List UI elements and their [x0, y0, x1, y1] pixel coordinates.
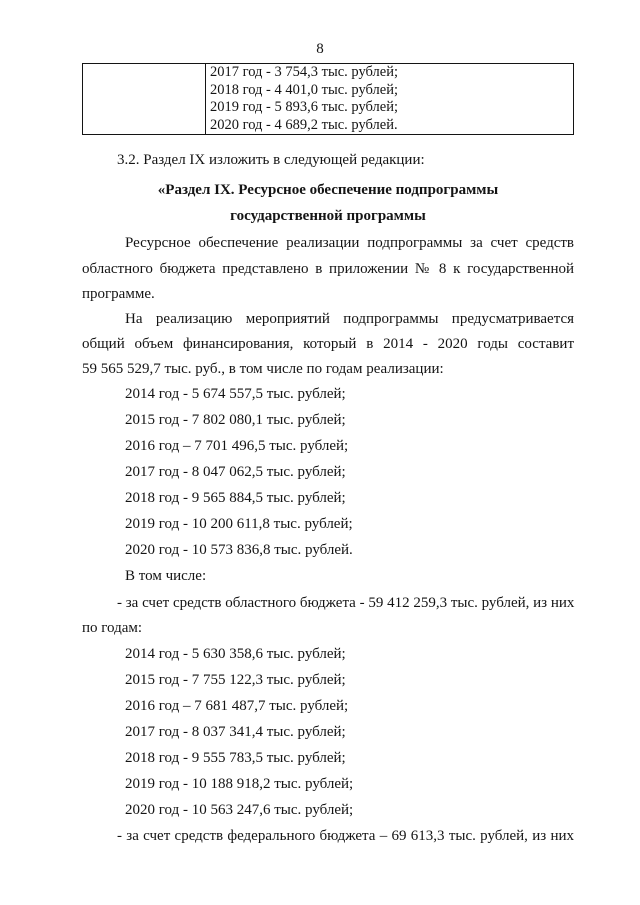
year-line: 2017 год - 8 047 062,5 тыс. рублей; — [125, 464, 346, 480]
year-line: 2020 год - 10 573 836,8 тыс. рублей. — [125, 542, 353, 558]
year-line: 2017 год - 8 037 341,4 тыс. рублей; — [125, 724, 346, 740]
year-line: 2019 год - 10 188 918,2 тыс. рублей; — [125, 776, 354, 792]
paragraph-line: - за счет средств областного бюджета - 59 412 259,3 тыс. рублей, из них — [117, 595, 575, 611]
table-cell-empty — [83, 64, 206, 135]
instruction-text: 3.2. Раздел IX изложить в следующей редакции: — [117, 152, 425, 168]
section-heading-line2: государственной программы — [230, 208, 426, 224]
paragraph-line: 59 565 529,7 тыс. руб., в том числе по годам реализации: — [82, 361, 444, 377]
year-line: 2015 год - 7 755 122,3 тыс. рублей; — [125, 672, 346, 688]
table-row — [83, 64, 574, 135]
continuation-table — [82, 63, 574, 135]
paragraph-line: по годам: — [82, 620, 143, 636]
year-line: 2018 год - 9 555 783,5 тыс. рублей; — [125, 750, 346, 766]
year-line: 2016 год – 7 701 496,5 тыс. рублей; — [125, 438, 349, 454]
paragraph-line: областного бюджета представлено в приложении № 8 к государственной — [82, 261, 574, 277]
including-label: В том числе: — [125, 568, 207, 584]
paragraph-line: На реализацию мероприятий подпрограммы предусматривается — [125, 311, 574, 327]
table-line: 2018 год - 4 401,0 тыс. рублей; — [210, 81, 398, 98]
table-line: 2017 год - 3 754,3 тыс. рублей; — [210, 64, 398, 80]
table-line: 2019 год - 5 893,6 тыс. рублей; — [210, 99, 398, 115]
page-number: 8 — [316, 41, 324, 57]
year-line: 2020 год - 10 563 247,6 тыс. рублей; — [125, 802, 354, 818]
year-line: 2014 год - 5 630 358,6 тыс. рублей; — [125, 646, 346, 662]
table-line: 2020 год - 4 689,2 тыс. рублей. — [210, 116, 398, 133]
paragraph-line: Ресурсное обеспечение реализации подпрограммы за счет средств — [125, 235, 574, 251]
year-line: 2015 год - 7 802 080,1 тыс. рублей; — [125, 412, 346, 428]
paragraph-line: общий объем финансирования, который в 2014 - 2020 годы составит — [82, 336, 574, 352]
year-line: 2019 год - 10 200 611,8 тыс. рублей; — [125, 516, 353, 532]
table-cell-values — [206, 64, 574, 135]
year-line: 2016 год – 7 681 487,7 тыс. рублей; — [125, 698, 349, 714]
year-line: 2018 год - 9 565 884,5 тыс. рублей; — [125, 490, 346, 506]
section-heading-line1: «Раздел IX. Ресурсное обеспечение подпрограммы — [157, 182, 499, 198]
paragraph-line: - за счет средств федерального бюджета – 69 613,3 тыс. рублей, из них — [117, 828, 574, 844]
paragraph-line: программе. — [82, 286, 155, 302]
year-line: 2014 год - 5 674 557,5 тыс. рублей; — [125, 386, 346, 402]
